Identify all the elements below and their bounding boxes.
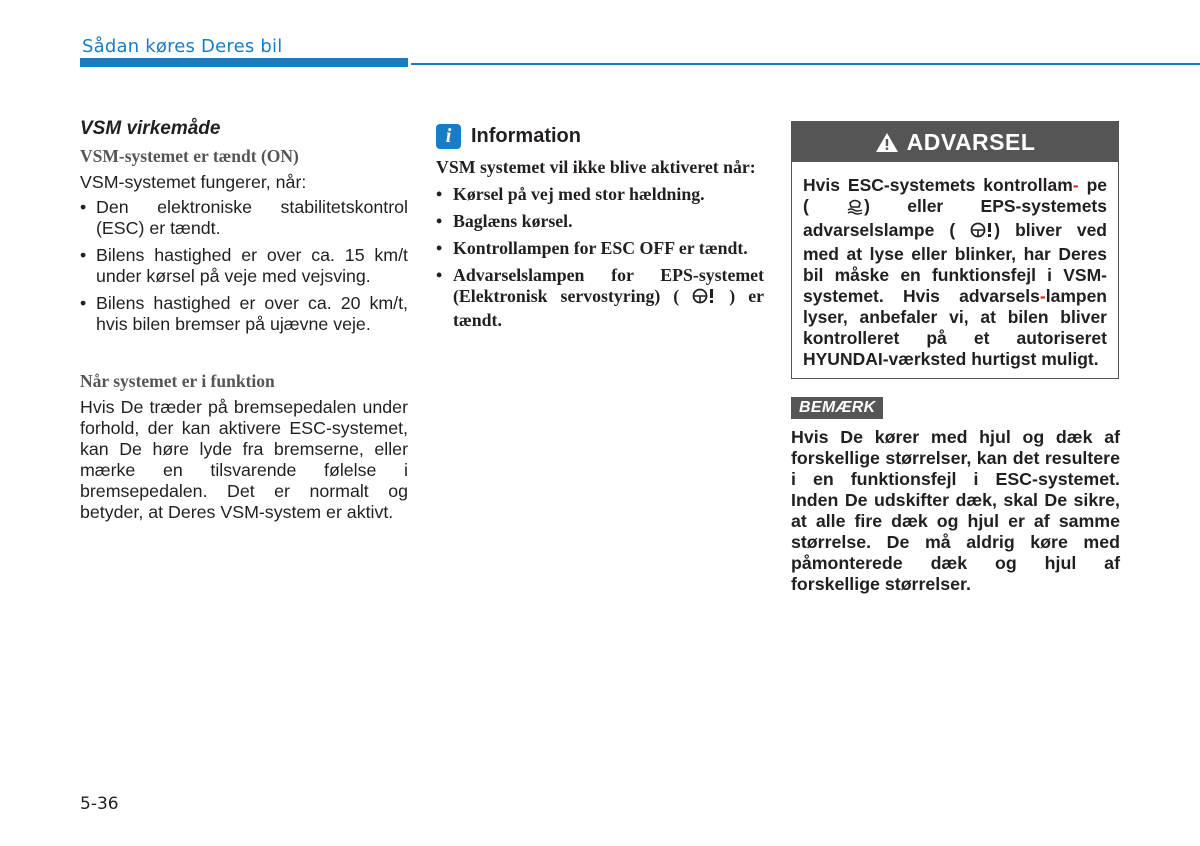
list-item: • Kontrollampen for ESC OFF er tændt. <box>436 238 764 259</box>
page-number: 5-36 <box>80 794 119 814</box>
warning-text-part: lampen lyser, anbefaler vi, at bilen bliver kontrolleret på et autoriseret HYUNDAI-værksted hurtigst muligt. <box>803 286 1107 369</box>
column-middle <box>436 124 764 337</box>
function-paragraph: Hvis De træder på bremsepedalen under forhold, der kan aktivere ESC-systemet, kan De høre lyde fra bremserne, eller mærke en tilsvarende følelse i bremsepedalen. Det er normalt og betyder, at Deres VSM-system er aktivt. <box>80 397 408 522</box>
header-bar <box>80 58 408 67</box>
hyphen-mark: - <box>1072 175 1079 195</box>
info-header <box>436 124 764 149</box>
info-intro: VSM systemet vil ikke blive aktiveret når: <box>436 157 756 177</box>
info-title: Information <box>471 125 581 147</box>
info-list <box>436 184 764 331</box>
header-title: Sådan køres Deres bil <box>82 36 283 57</box>
warning-box <box>791 121 1119 379</box>
info-icon: i <box>436 124 461 149</box>
subheading-function: Når systemet er i funktion <box>80 371 275 391</box>
list-item: • Bilens hastighed er over ca. 20 km/t, hvis bilen bremser på ujævne veje. <box>80 293 408 335</box>
list-item <box>436 265 764 331</box>
list-item: • Den elektroniske stabilitetskontrol (ESC) er tændt. <box>80 197 408 239</box>
list-item-text: ) er tændt. <box>453 286 764 330</box>
hyphen-mark: - <box>1039 286 1046 306</box>
list-item: • Bilens hastighed er over ca. 15 km/t under kørsel på veje med vejsving. <box>80 245 408 287</box>
subheading-on: VSM-systemet er tændt (ON) <box>80 146 299 166</box>
steering-warning-icon <box>692 287 716 310</box>
warning-header <box>792 122 1118 162</box>
intro-text: VSM-systemet fungerer, når: <box>80 172 307 192</box>
list-item: • Kørsel på vej med stor hældning. <box>436 184 764 205</box>
warning-text-part: ) eller EPS-systemets advarselslampe ( <box>803 196 1107 240</box>
warning-title: ADVARSEL <box>906 128 1036 155</box>
steering-warning-icon <box>970 221 994 244</box>
warning-text-part: ) bliver ved med at lyse eller blinker, har Deres bil måske en funktionsfejl i VSM-systemet. Hvis advarsels <box>803 220 1107 306</box>
condition-list <box>80 197 408 335</box>
warning-text <box>792 162 1118 378</box>
note-text: Hvis De kører med hjul og dæk af forskellige størrelser, kan det resultere i en funktionsfejl i ESC-systemet. Inden De udskifter dæk, skal De sikre, at alle fire dæk og hjul er af samme størrelse. De må aldrig køre med påmonterede dæk og hjul af forskellige størrelser. <box>791 427 1120 594</box>
column-right <box>791 121 1120 595</box>
warning-text-part: Hvis ESC-systemets kontrollam <box>803 175 1073 195</box>
section-heading: VSM virkemåde <box>80 118 221 139</box>
header-rule <box>411 63 1200 65</box>
column-left <box>80 118 408 523</box>
note-badge: BEMÆRK <box>791 397 883 419</box>
warning-text-part: pe ( <box>803 175 1107 216</box>
list-item-text: Advarselslampen for EPS-systemet (Elektronisk servostyring) ( <box>453 265 764 306</box>
list-item: • Baglæns kørsel. <box>436 211 764 232</box>
esc-indicator-icon <box>846 197 864 220</box>
warning-triangle-icon <box>875 132 899 153</box>
